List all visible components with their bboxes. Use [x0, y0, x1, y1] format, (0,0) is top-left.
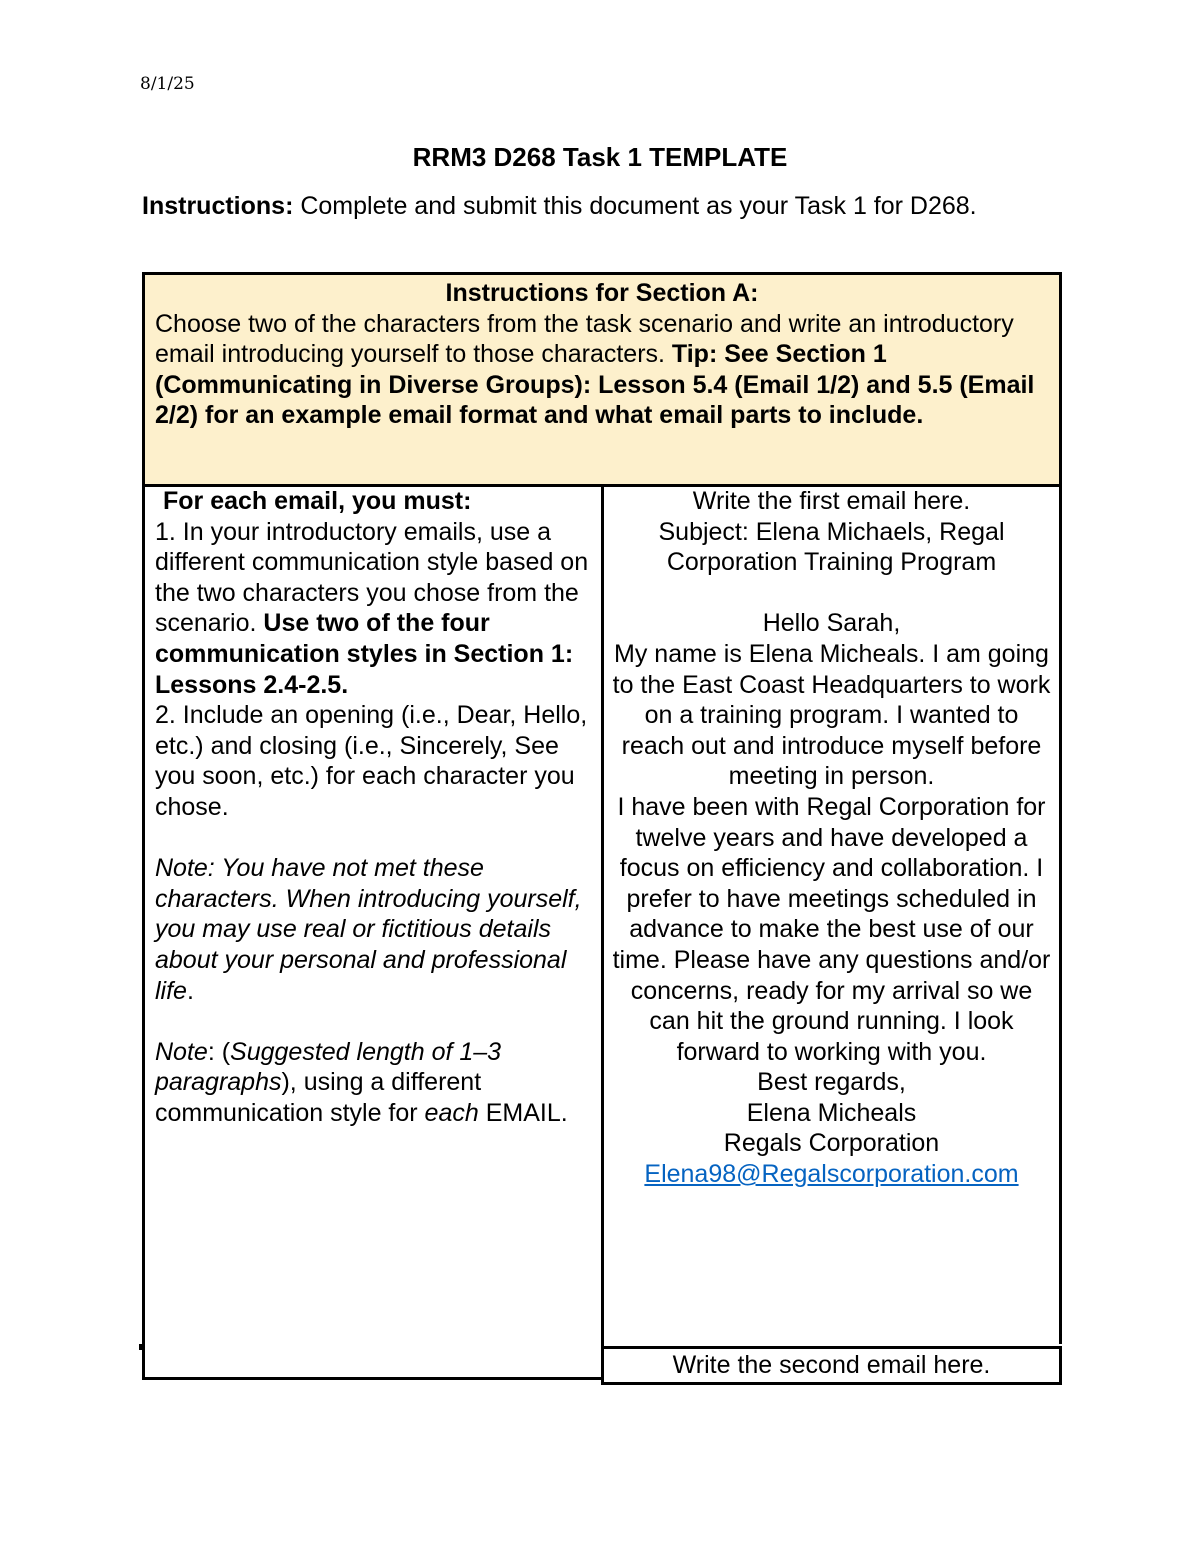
note-length-each: each — [424, 1098, 479, 1127]
note-length-colon: : ( — [207, 1037, 231, 1066]
section-a-heading: Instructions for Section A: — [445, 279, 759, 307]
instructions-label: Instructions: — [142, 192, 294, 220]
instructions-paragraph — [142, 190, 1022, 222]
email-address-link[interactable]: Elena98@Regalscorporation.com — [644, 1160, 1019, 1189]
table-border-fragment — [139, 1344, 142, 1350]
note-length — [155, 1037, 593, 1129]
first-email-prompt: Write the first email here. — [692, 487, 971, 515]
second-email-cell — [601, 1346, 1062, 1385]
note-characters — [155, 853, 593, 1006]
email-subject: Subject: Elena Michaels, Regal Corporation Training Program — [658, 517, 1005, 577]
note-length-middle: ), using a different communication style for — [155, 1068, 482, 1127]
requirement-item-2: 2. Include an opening (i.e., Dear, Hello, etc.) and closing (i.e., Sincerely, See you soon, etc.) for each character you chose. — [155, 701, 588, 821]
email-paragraph-1: My name is Elena Micheals. I am going to the East Coast Headquarters to work on a training program. I wanted to reach out and introduce myself before meeting in person. — [612, 639, 1051, 791]
note-length-end: EMAIL. — [478, 1098, 568, 1127]
note-length-label: Note — [155, 1037, 208, 1066]
instructions-text: Complete and submit this document as your Task 1 for D268. — [293, 192, 977, 220]
document-title: RRM3 D268 Task 1 TEMPLATE — [412, 142, 788, 172]
requirements-cell — [142, 484, 604, 1380]
section-a-tip: Tip: See Section 1 (Communicating in Diverse Groups): Lesson 5.4 (Email 1/2) and 5.5 (Email 2/2) for an example email format and what email parts to include. — [155, 340, 1035, 429]
section-a-text: Choose two of the characters from the task scenario and write an introductory email introducing yourself to those characters. — [155, 309, 1014, 368]
note-characters-period: . — [186, 976, 194, 1005]
email-closing: Best regards, — [757, 1068, 906, 1097]
document-date: 8/1/25 — [140, 74, 195, 94]
note-characters-text: Note: You have not met these characters. When introducing yourself, you may use real or fictitious details about your personal and professional life — [155, 854, 582, 1005]
second-email-prompt: Write the second email here. — [672, 1351, 991, 1379]
section-a-instructions-box — [142, 272, 1062, 487]
note-length-suggestion: Suggested length of 1–3 paragraphs — [155, 1037, 502, 1097]
email-greeting: Hello Sarah, — [762, 609, 901, 638]
section-a-body — [155, 309, 1049, 431]
requirements-heading: For each email, you must: — [163, 487, 472, 515]
email-signature-company: Regals Corporation — [723, 1129, 940, 1158]
requirement-item-1-text: 1. In your introductory emails, use a different communication style based on the two characters you chose from the scenario. — [155, 517, 589, 638]
requirement-item-1 — [155, 517, 593, 701]
first-email-cell — [601, 484, 1062, 1344]
email-paragraph-2: I have been with Regal Corporation for twelve years and have developed a focus on efficiency and collaboration. I prefer to have meetings scheduled in advance to make the best use of our time. Please have any questions and/or concerns, ready for my arrival so we can hit the ground running. I look forward to working with you. — [612, 792, 1051, 1066]
requirement-item-1-emphasis: Use two of the four communication styles in Section 1: Lessons 2.4-2.5. — [155, 609, 574, 699]
email-signature-name: Elena Micheals — [746, 1098, 917, 1127]
